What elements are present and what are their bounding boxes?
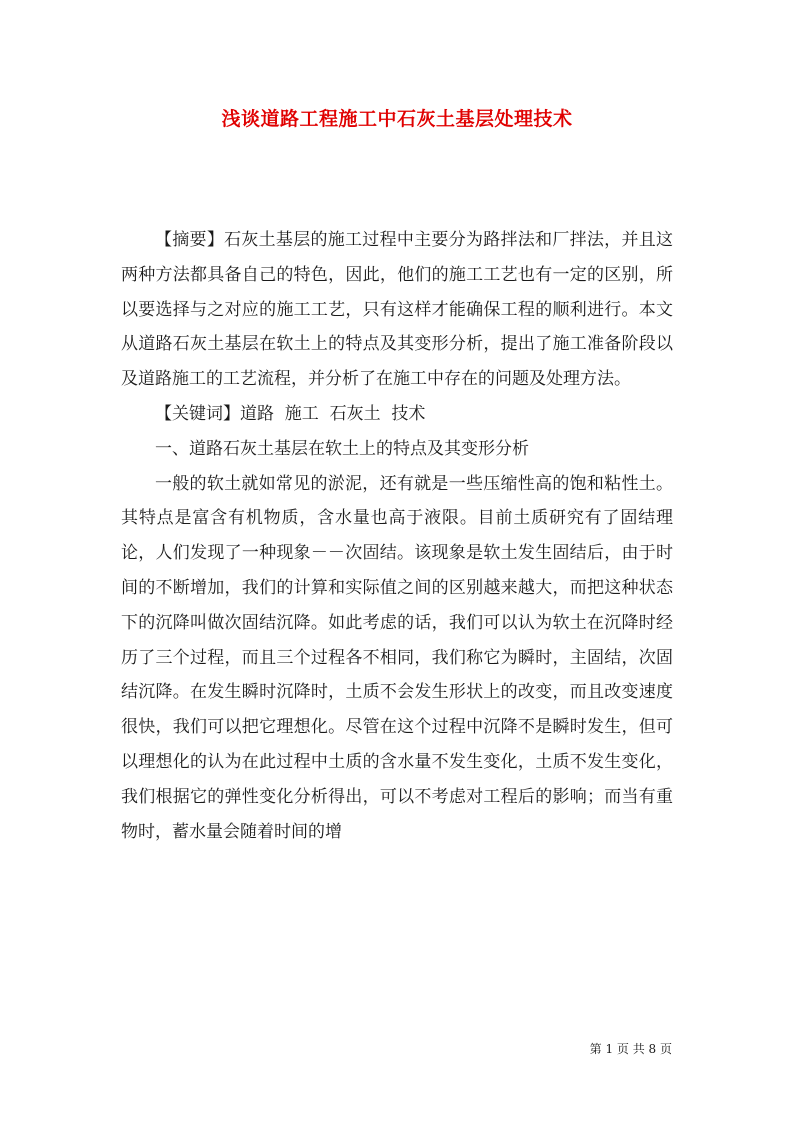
page-number-footer: 第 1 页 共 8 页	[589, 1042, 672, 1056]
abstract-paragraph: 【摘要】石灰土基层的施工过程中主要分为路拌法和厂拌法，并且这两种方法都具备自己的特色，因此，他们的施工工艺也有一定的区别，所以要选择与之对应的施工工艺，只有这样才能确保工程的顺利进行。本文从道路石灰土基层在软土上的特点及其变形分析，提出了施工准备阶段以及道路施工的工艺流程，并分析了在施工中存在的问题及处理方法。	[121, 230, 673, 390]
keywords-paragraph: 【关键词】道路 施工 石灰土 技术	[155, 403, 426, 424]
body-paragraph: 一般的软土就如常见的淤泥，还有就是一些压缩性高的饱和粘性土。其特点是富含有机物质，含水量也高于液限。目前土质研究有了固结理论，人们发现了一种现象－－次固结。该现象是软土发生固结后，由于时间的不断增加，我们的计算和实际值之间的区别越来越大，而把这种状态下的沉降叫做次固结沉降。如此考虑的话，我们可以认为软土在沉降时经历了三个过程，而且三个过程各不相同，我们称它为瞬时，主固结，次固结沉降。在发生瞬时沉降时，土质不会发生形状上的改变，而且改变速度很快，我们可以把它理想化。尽管在这个过程中沉降不是瞬时发生，但可以理想化的认为在此过程中土质的含水量不发生变化，土质不发生变化，我们根据它的弹性变化分析得出，可以不考虑对工程后的影响；而当有重物时，蓄水量会随着时间的增	[121, 473, 673, 842]
document-title: 浅谈道路工程施工中石灰土基层处理技术	[221, 108, 573, 130]
section-heading: 一、道路石灰土基层在软土上的特点及其变形分析	[155, 438, 529, 459]
document-body	[121, 223, 673, 849]
